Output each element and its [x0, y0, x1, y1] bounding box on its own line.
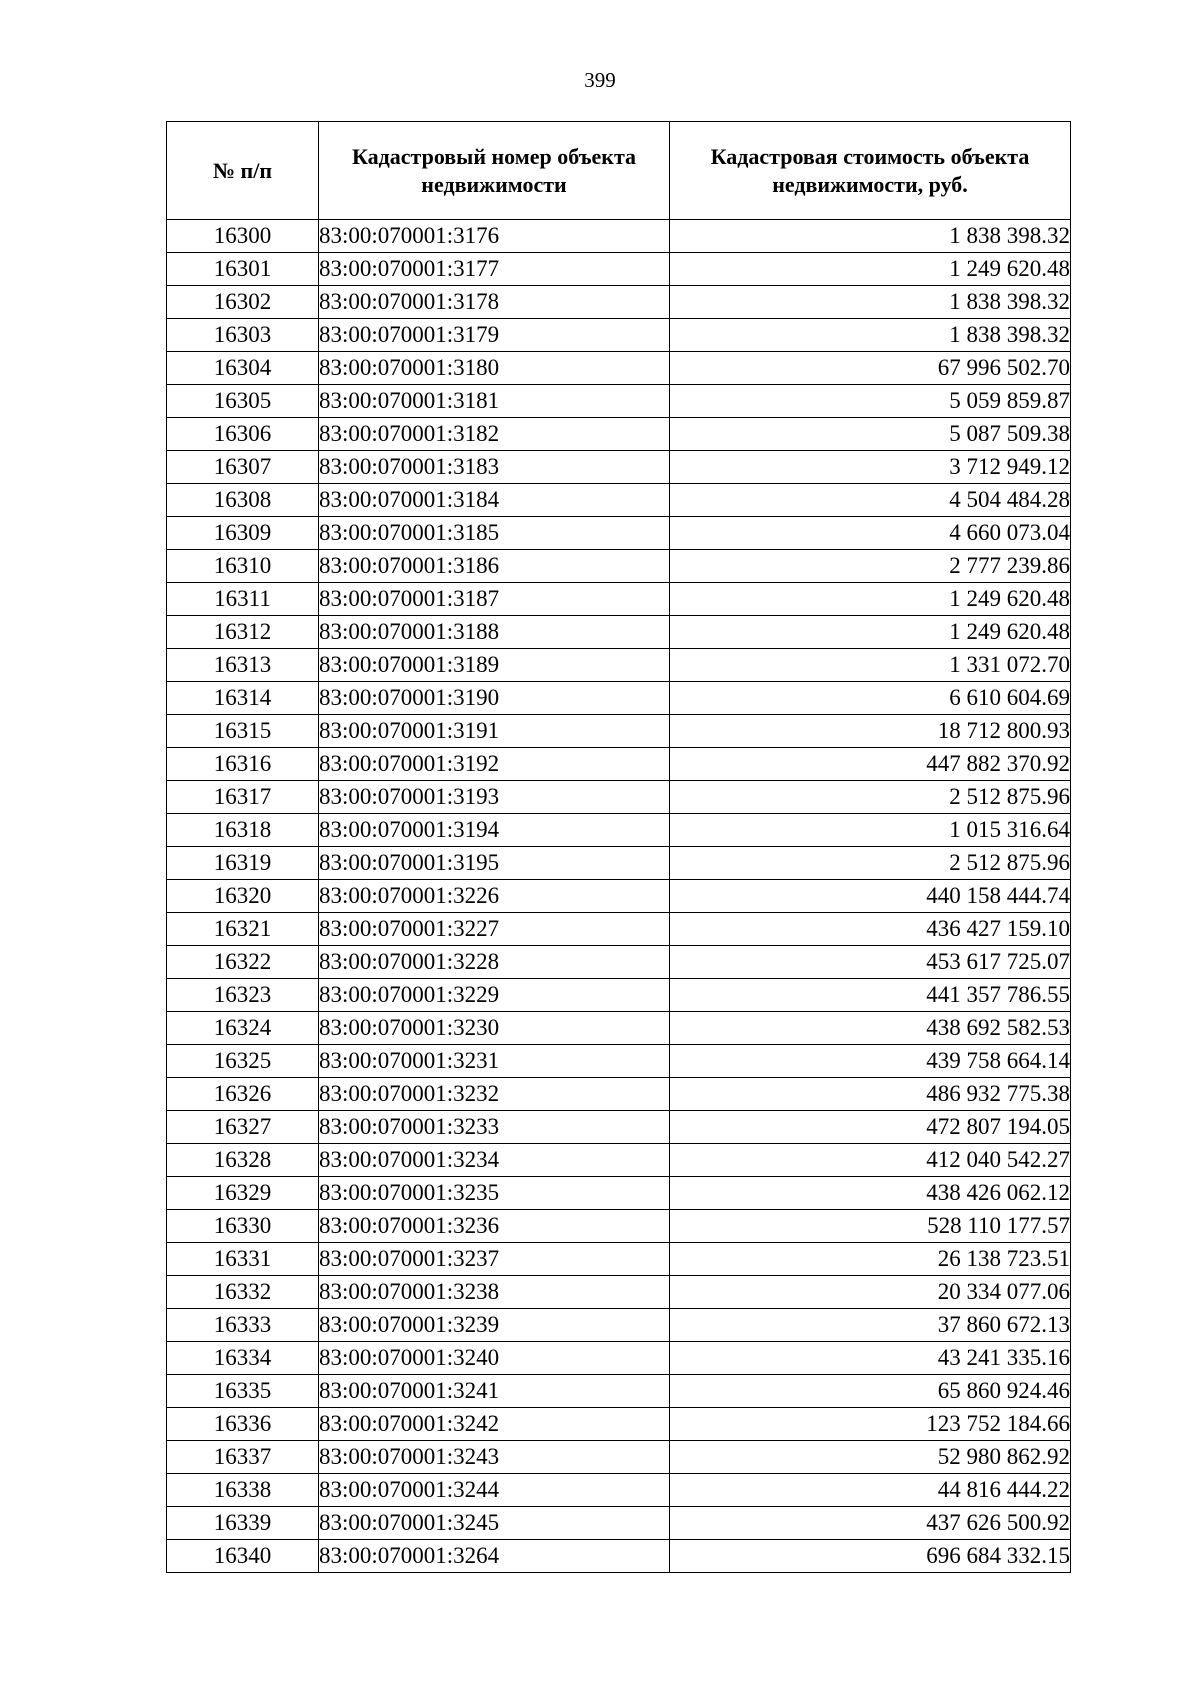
cadastral-number: 83:00:070001:3191: [319, 715, 670, 748]
row-number: 16324: [167, 1012, 319, 1045]
cadastral-value: 439 758 664.14: [670, 1045, 1071, 1078]
cadastral-number: 83:00:070001:3231: [319, 1045, 670, 1078]
table-row: [167, 1375, 1071, 1408]
table-row: [167, 649, 1071, 682]
row-number: 16314: [167, 682, 319, 715]
table-body: [167, 220, 1071, 1573]
row-number: 16323: [167, 979, 319, 1012]
cadastral-number: 83:00:070001:3236: [319, 1210, 670, 1243]
table-row: [167, 1276, 1071, 1309]
cadastral-number: 83:00:070001:3185: [319, 517, 670, 550]
row-number: 16319: [167, 847, 319, 880]
row-number: 16331: [167, 1243, 319, 1276]
row-number: 16312: [167, 616, 319, 649]
row-number: 16311: [167, 583, 319, 616]
cadastral-number: 83:00:070001:3194: [319, 814, 670, 847]
row-number: 16340: [167, 1540, 319, 1573]
cadastral-value: 37 860 672.13: [670, 1309, 1071, 1342]
cadastral-number: 83:00:070001:3178: [319, 286, 670, 319]
table-row: [167, 1045, 1071, 1078]
row-number: 16305: [167, 385, 319, 418]
row-number: 16338: [167, 1474, 319, 1507]
cadastral-value: 44 816 444.22: [670, 1474, 1071, 1507]
row-number: 16322: [167, 946, 319, 979]
row-number: 16337: [167, 1441, 319, 1474]
cadastral-number: 83:00:070001:3187: [319, 583, 670, 616]
cadastral-value: 2 512 875.96: [670, 781, 1071, 814]
cadastral-number: 83:00:070001:3177: [319, 253, 670, 286]
table-row: [167, 550, 1071, 583]
table-row: [167, 1177, 1071, 1210]
header-num: № п/п: [167, 122, 319, 220]
table-row: [167, 484, 1071, 517]
table-row: [167, 682, 1071, 715]
cadastral-value: 472 807 194.05: [670, 1111, 1071, 1144]
cadastral-value: 528 110 177.57: [670, 1210, 1071, 1243]
cadastral-value: 5 087 509.38: [670, 418, 1071, 451]
cadastral-value: 486 932 775.38: [670, 1078, 1071, 1111]
table-row: [167, 1012, 1071, 1045]
cadastral-number: 83:00:070001:3193: [319, 781, 670, 814]
cadastral-number: 83:00:070001:3230: [319, 1012, 670, 1045]
row-number: 16330: [167, 1210, 319, 1243]
cadastral-value: 696 684 332.15: [670, 1540, 1071, 1573]
table-row: [167, 1144, 1071, 1177]
cadastral-value: 441 357 786.55: [670, 979, 1071, 1012]
table-row: [167, 1243, 1071, 1276]
cadastral-number: 83:00:070001:3227: [319, 913, 670, 946]
table-row: [167, 286, 1071, 319]
row-number: 16332: [167, 1276, 319, 1309]
table-row: [167, 1210, 1071, 1243]
cadastral-value: 1 249 620.48: [670, 253, 1071, 286]
cadastral-value: 6 610 604.69: [670, 682, 1071, 715]
cadastral-number: 83:00:070001:3238: [319, 1276, 670, 1309]
cadastral-number: 83:00:070001:3179: [319, 319, 670, 352]
row-number: 16336: [167, 1408, 319, 1441]
table-row: [167, 847, 1071, 880]
row-number: 16309: [167, 517, 319, 550]
table-row: [167, 517, 1071, 550]
cadastral-value: 1 249 620.48: [670, 583, 1071, 616]
cadastral-number: 83:00:070001:3239: [319, 1309, 670, 1342]
table-row: [167, 1078, 1071, 1111]
page-number: 399: [584, 68, 616, 92]
row-number: 16339: [167, 1507, 319, 1540]
cadastral-value: 4 660 073.04: [670, 517, 1071, 550]
cadastral-number: 83:00:070001:3182: [319, 418, 670, 451]
cadastral-number: 83:00:070001:3233: [319, 1111, 670, 1144]
table-row: [167, 385, 1071, 418]
cadastral-value: 438 426 062.12: [670, 1177, 1071, 1210]
row-number: 16316: [167, 748, 319, 781]
cadastral-number: 83:00:070001:3180: [319, 352, 670, 385]
table-row: [167, 1408, 1071, 1441]
table-row: [167, 1441, 1071, 1474]
cadastral-number: 83:00:070001:3241: [319, 1375, 670, 1408]
row-number: 16334: [167, 1342, 319, 1375]
table-row: [167, 220, 1071, 253]
cadastral-number: 83:00:070001:3184: [319, 484, 670, 517]
row-number: 16318: [167, 814, 319, 847]
cadastral-number: 83:00:070001:3195: [319, 847, 670, 880]
table-row: [167, 1540, 1071, 1573]
cadastral-value: 65 860 924.46: [670, 1375, 1071, 1408]
row-number: 16303: [167, 319, 319, 352]
header-cadastral-value: Кадастровая стоимость объекта недвижимости, руб.: [670, 122, 1071, 220]
cadastral-number: 83:00:070001:3242: [319, 1408, 670, 1441]
cadastral-value: 1 838 398.32: [670, 286, 1071, 319]
cadastral-value: 436 427 159.10: [670, 913, 1071, 946]
cadastral-number: 83:00:070001:3244: [319, 1474, 670, 1507]
row-number: 16320: [167, 880, 319, 913]
row-number: 16315: [167, 715, 319, 748]
row-number: 16306: [167, 418, 319, 451]
table-row: [167, 418, 1071, 451]
table-row: [167, 814, 1071, 847]
table-row: [167, 880, 1071, 913]
table-row: [167, 715, 1071, 748]
cadastral-number: 83:00:070001:3229: [319, 979, 670, 1012]
table-row: [167, 583, 1071, 616]
row-number: 16304: [167, 352, 319, 385]
cadastral-value: 440 158 444.74: [670, 880, 1071, 913]
cadastral-number: 83:00:070001:3190: [319, 682, 670, 715]
cadastral-value: 5 059 859.87: [670, 385, 1071, 418]
cadastral-value-table: [166, 121, 1071, 1573]
table-row: [167, 1111, 1071, 1144]
cadastral-number: 83:00:070001:3245: [319, 1507, 670, 1540]
cadastral-number: 83:00:070001:3240: [319, 1342, 670, 1375]
row-number: 16308: [167, 484, 319, 517]
table-header: [167, 122, 1071, 220]
cadastral-number: 83:00:070001:3237: [319, 1243, 670, 1276]
cadastral-value: 18 712 800.93: [670, 715, 1071, 748]
cadastral-number: 83:00:070001:3176: [319, 220, 670, 253]
row-number: 16325: [167, 1045, 319, 1078]
cadastral-value: 4 504 484.28: [670, 484, 1071, 517]
table-row: [167, 748, 1071, 781]
cadastral-number: 83:00:070001:3181: [319, 385, 670, 418]
cadastral-value: 43 241 335.16: [670, 1342, 1071, 1375]
cadastral-number: 83:00:070001:3228: [319, 946, 670, 979]
table-row: [167, 616, 1071, 649]
cadastral-value: 437 626 500.92: [670, 1507, 1071, 1540]
table-row: [167, 1474, 1071, 1507]
cadastral-value: 412 040 542.27: [670, 1144, 1071, 1177]
table-row: [167, 253, 1071, 286]
table-row: [167, 1309, 1071, 1342]
cadastral-number: 83:00:070001:3183: [319, 451, 670, 484]
table-row: [167, 352, 1071, 385]
row-number: 16301: [167, 253, 319, 286]
cadastral-number: 83:00:070001:3189: [319, 649, 670, 682]
cadastral-number: 83:00:070001:3232: [319, 1078, 670, 1111]
row-number: 16333: [167, 1309, 319, 1342]
cadastral-value: 1 015 316.64: [670, 814, 1071, 847]
table-row: [167, 946, 1071, 979]
cadastral-number: 83:00:070001:3264: [319, 1540, 670, 1573]
cadastral-number: 83:00:070001:3234: [319, 1144, 670, 1177]
cadastral-value: 3 712 949.12: [670, 451, 1071, 484]
table-row: [167, 1342, 1071, 1375]
row-number: 16326: [167, 1078, 319, 1111]
cadastral-value: 52 980 862.92: [670, 1441, 1071, 1474]
cadastral-value: 1 838 398.32: [670, 319, 1071, 352]
table-row: [167, 451, 1071, 484]
cadastral-value: 26 138 723.51: [670, 1243, 1071, 1276]
row-number: 16310: [167, 550, 319, 583]
row-number: 16329: [167, 1177, 319, 1210]
cadastral-value: 438 692 582.53: [670, 1012, 1071, 1045]
cadastral-value: 67 996 502.70: [670, 352, 1071, 385]
row-number: 16327: [167, 1111, 319, 1144]
cadastral-number: 83:00:070001:3235: [319, 1177, 670, 1210]
row-number: 16302: [167, 286, 319, 319]
header-cadastral-number: Кадастровый номер объекта недвижимости: [319, 122, 670, 220]
cadastral-value: 453 617 725.07: [670, 946, 1071, 979]
cadastral-value: 2 512 875.96: [670, 847, 1071, 880]
cadastral-value: 1 331 072.70: [670, 649, 1071, 682]
row-number: 16317: [167, 781, 319, 814]
cadastral-number: 83:00:070001:3243: [319, 1441, 670, 1474]
table-row: [167, 979, 1071, 1012]
row-number: 16321: [167, 913, 319, 946]
cadastral-number: 83:00:070001:3188: [319, 616, 670, 649]
table-row: [167, 913, 1071, 946]
cadastral-number: 83:00:070001:3186: [319, 550, 670, 583]
table-row: [167, 781, 1071, 814]
row-number: 16300: [167, 220, 319, 253]
row-number: 16307: [167, 451, 319, 484]
row-number: 16335: [167, 1375, 319, 1408]
cadastral-number: 83:00:070001:3226: [319, 880, 670, 913]
cadastral-value: 123 752 184.66: [670, 1408, 1071, 1441]
cadastral-value: 2 777 239.86: [670, 550, 1071, 583]
cadastral-value: 1 249 620.48: [670, 616, 1071, 649]
row-number: 16328: [167, 1144, 319, 1177]
cadastral-value: 20 334 077.06: [670, 1276, 1071, 1309]
cadastral-value: 1 838 398.32: [670, 220, 1071, 253]
cadastral-value: 447 882 370.92: [670, 748, 1071, 781]
table-row: [167, 319, 1071, 352]
cadastral-number: 83:00:070001:3192: [319, 748, 670, 781]
row-number: 16313: [167, 649, 319, 682]
header-row: [167, 122, 1071, 220]
table-row: [167, 1507, 1071, 1540]
